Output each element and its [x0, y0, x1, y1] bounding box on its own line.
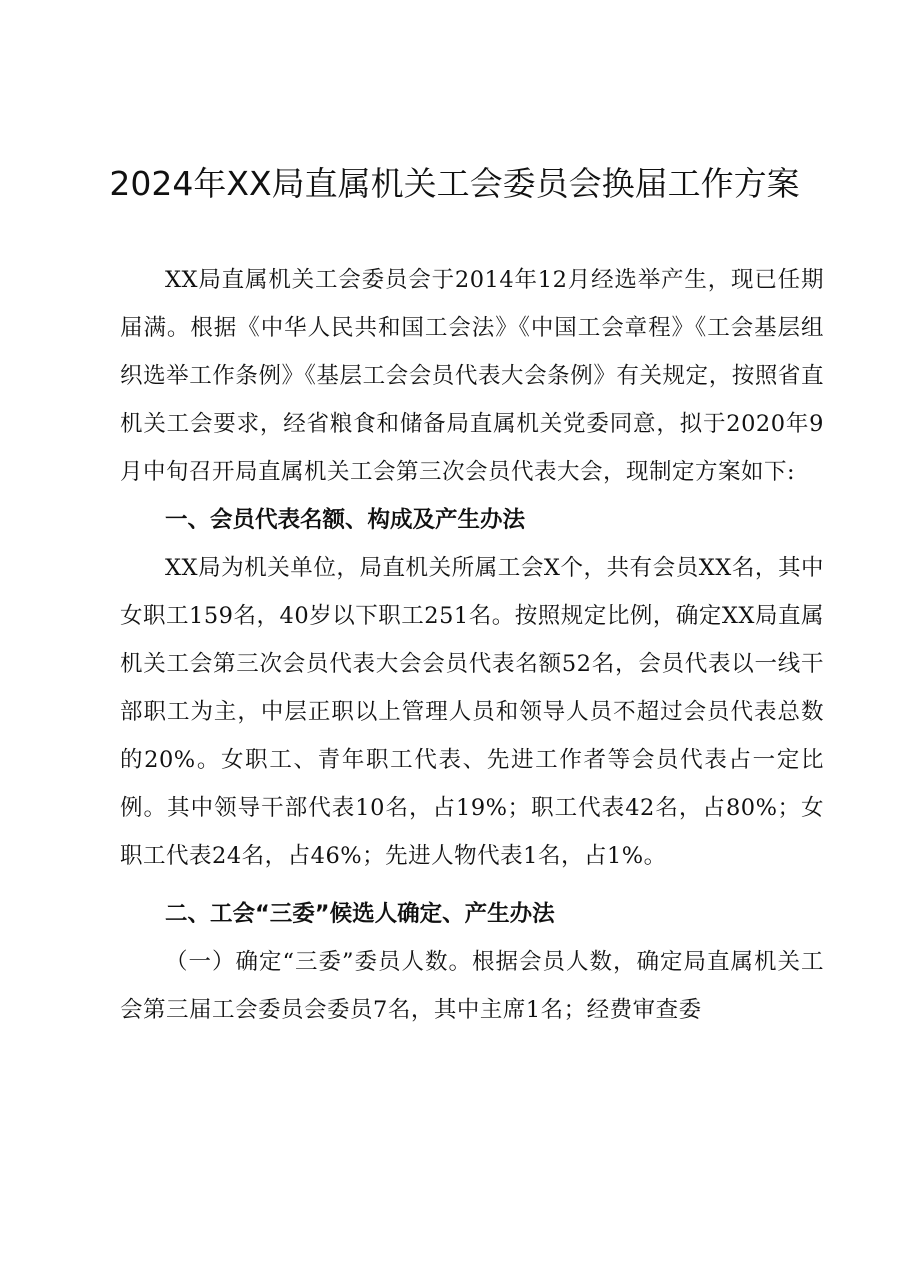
- section-heading-1: 一、会员代表名额、构成及产生办法: [165, 507, 526, 533]
- document-body: [120, 256, 824, 1034]
- section-heading-2: 二、工会“三委”候选人确定、产生办法: [165, 901, 555, 927]
- document-title: 2024年XX局直属机关工会委员会换届工作方案: [109, 164, 800, 203]
- section-2-paragraph: （一）确定“三委”委员人数。根据会员人数，确定局直属机关工会第三届工会委员会委员7名，其中主席1名；经费审查委: [120, 949, 824, 1023]
- intro-paragraph: XX局直属机关工会委员会于2014年12月经选举产生，现已任期届满。根据《中华人民共和国工会法》《中国工会章程》《工会基层组织选举工作条例》《基层工会会员代表大会条例》有关规定，按照省直机关工会要求，经省粮食和储备局直属机关党委同意，拟于2020年9月中旬召开局直属机关工会第三次会员代表大会，现制定方案如下:: [120, 267, 824, 485]
- section-1-paragraph: XX局为机关单位，局直机关所属工会X个，共有会员XX名，其中女职工159名，40岁以下职工251名。按照规定比例，确定XX局直属机关工会第三次会员代表大会会员代表名额52名，会员代表以一线干部职工为主，中层正职以上管理人员和领导人员不超过会员代表总数的20%。女职工、青年职工代表、先进工作者等会员代表占一定比例。其中领导干部代表10名，占19%；职工代表42名，占80%；女职工代表24名，占46%；先进人物代表1名，占1%。: [120, 555, 824, 869]
